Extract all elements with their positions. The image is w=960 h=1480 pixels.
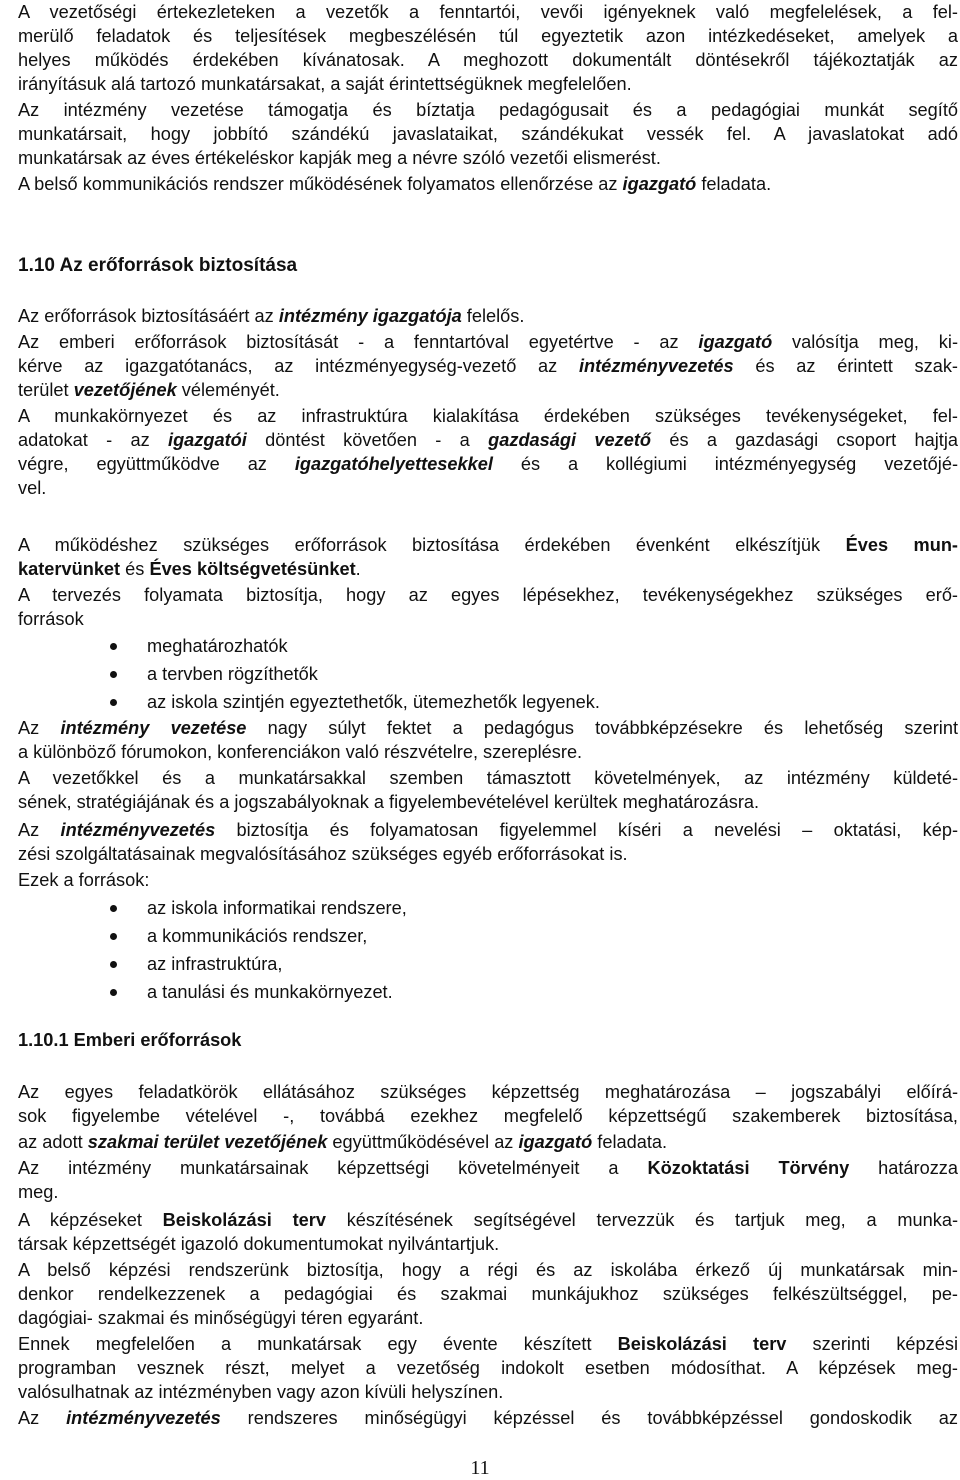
paragraph-16-line-3: dagógiai- szakmai és minőségügyi téren egyaránt. xyxy=(18,1308,424,1328)
paragraph-1-line-4: irányításuk alá tartozó munkatársakat, a saját érintettségüknek megfelelően. xyxy=(18,74,632,94)
paragraph-3: A belső kommunikációs rendszer működésének folyamatos ellenőrzése az igazgató feladata. xyxy=(18,174,772,194)
list-item: a tervben rögzíthetők xyxy=(0,662,960,686)
paragraph-17-line-3: valósulhatnak az intézményben vagy azon kívüli helyszínen. xyxy=(18,1382,504,1402)
paragraph-16-line-1: A belső képzési rendszerünk biztosítja, hogy a régi és az iskolába érkező új munkatársak min- xyxy=(18,1260,958,1280)
list-item: az iskola informatikai rendszere, xyxy=(0,896,960,920)
bullet-icon xyxy=(110,699,117,706)
bullet-icon xyxy=(110,989,117,996)
section-heading: 1.10 Az erőforrások biztosítása xyxy=(18,255,298,276)
paragraph-13-line-3: az adott szakmai terület vezetőjének együttműködésével az igazgató feladata. xyxy=(18,1132,668,1152)
bullet-icon xyxy=(110,643,117,650)
paragraph-8-line-2: források xyxy=(18,609,84,629)
paragraph-11-line-1: Az intézményvezetés biztosítja és folyamatosan figyelemmel kíséri a nevelési – oktatási, kép- xyxy=(18,820,959,840)
paragraph-6-line-1: A munkakörnyezet és az infrastruktúra kialakítása érdekében szükséges tevékenységeket, fel- xyxy=(18,406,958,426)
paragraph-18-line-1: Az intézményvezetés rendszeres minőségügyi képzéssel és továbbképzéssel gondoskodik az xyxy=(18,1408,959,1428)
paragraph-2-line-1: Az intézmény vezetése támogatja és bíztatja pedagógusait és a pedagógiai munkát segítő xyxy=(18,100,958,120)
bullet-icon xyxy=(110,905,117,912)
paragraph-6-line-2: adatokat - az igazgatói döntést követően - a gazdasági vezető és a gazdasági csoport hajtja xyxy=(18,430,958,450)
paragraph-2-line-3: munkatársak az éves értékeléskor kapják meg a névre szóló vezetői elismerést. xyxy=(18,148,661,168)
paragraph-11-line-2: zési szolgáltatásainak megvalósításához szükséges egyéb erőforrásokat is. xyxy=(18,844,628,864)
paragraph-16-line-2: denkor rendelkezzenek a pedagógiai és szakmai munkájukhoz szükséges felkészültséggel, pe- xyxy=(18,1284,958,1304)
paragraph-14-line-2: meg. xyxy=(18,1182,59,1202)
paragraph-9-line-2: a különböző fórumokon, konferenciákon való részvételre, szereplésre. xyxy=(18,742,583,762)
paragraph-15-line-2: társak képzettségét igazoló dokumentumokat nyilvántartjuk. xyxy=(18,1234,500,1254)
subsection-heading: 1.10.1 Emberi erőforrások xyxy=(18,1030,242,1050)
paragraph-13-line-2: sok figyelembe vételével -, továbbá ezekhez megfelelő képzettségű szakemberek biztosítása, xyxy=(18,1106,958,1126)
paragraph-7-line-2: katervünket és Éves költségvetésünket. xyxy=(18,559,361,579)
paragraph-15-line-1: A képzéseket Beiskolázási terv készítésének segítségével tervezzük és tartjuk meg, a munka- xyxy=(18,1210,958,1230)
bullet-icon xyxy=(110,961,117,968)
paragraph-5-line-2: kérve az igazgatótanács, az intézményegység-vezető az intézményvezetés és az érintett szak- xyxy=(18,356,958,376)
paragraph-12: Ezek a források: xyxy=(18,870,150,890)
paragraph-13-line-1: Az egyes feladatkörök ellátásához szükséges képzettség meghatározása – jogszabályi előírá- xyxy=(18,1082,958,1102)
page-number: 11 xyxy=(470,1457,490,1479)
list-item: a kommunikációs rendszer, xyxy=(0,924,960,948)
paragraph-10-line-2: sének, stratégiájának és a jogszabályoknak a figyelembevételével kerültek meghatározásra. xyxy=(18,792,760,812)
paragraph-17-line-2: programban vesznek részt, melyet a vezetőség indokolt esetben módosíthat. A képzések meg- xyxy=(18,1358,958,1378)
paragraph-14-line-1: Az intézmény munkatársainak képzettségi követelményeit a Közoktatási Törvény határozza xyxy=(18,1158,958,1178)
paragraph-1-line-2: merülő feladatok és teljesítések megbeszélésén túl egyeztetik azon intézkedéseket, amelyek a xyxy=(18,26,958,46)
paragraph-8-line-1: A tervezés folyamata biztosítja, hogy az egyes lépésekhez, tevékenységekhez szükséges erő- xyxy=(18,585,958,605)
list-item: az infrastruktúra, xyxy=(0,952,960,976)
paragraph-6-line-4: vel. xyxy=(18,478,47,498)
paragraph-5-line-3: terület vezetőjének véleményét. xyxy=(18,380,280,400)
bullet-icon xyxy=(110,933,117,940)
list-item: az iskola szintjén egyeztethetők, ütemezhetők legyenek. xyxy=(0,690,960,714)
paragraph-17-line-1: Ennek megfelelően a munkatársak egy évente készített Beiskolázási terv szerinti képzési xyxy=(18,1334,958,1354)
bullet-icon xyxy=(110,671,117,678)
paragraph-9-line-1: Az intézmény vezetése nagy súlyt fektet a pedagógus továbbképzésekre és lehetőség szerint xyxy=(18,718,958,738)
paragraph-5-line-1: Az emberi erőforrások biztosítását - a fenntartóval egyetértve - az igazgató valósítja meg, ki- xyxy=(18,332,958,352)
paragraph-6-line-3: végre, együttműködve az igazgatóhelyettesekkel és a kollégiumi intézményegység vezetőjé- xyxy=(18,454,958,474)
paragraph-4: Az erőforrások biztosításáért az intézmény igazgatója felelős. xyxy=(18,306,525,326)
paragraph-10-line-1: A vezetőkkel és a munkatársakkal szemben támasztott követelmények, az intézmény küldeté- xyxy=(18,768,958,788)
paragraph-2-line-2: munkatársait, hogy jobbító szándékú javaslataikat, szándékukat vessék fel. A javaslatokat adó xyxy=(18,124,958,144)
list-item: a tanulási és munkakörnyezet. xyxy=(0,980,960,1004)
paragraph-1-line-1: A vezetőségi értekezleteken a vezetők a fenntartói, vevői igényeknek való megfelelések, a fel- xyxy=(18,2,958,22)
paragraph-1-line-3: helyes működés érdekében kívánatosak. A meghozott dokumentált döntésekről tájékoztatják az xyxy=(18,50,958,70)
list-item: meghatározhatók xyxy=(0,634,960,658)
paragraph-7-line-1: A működéshez szükséges erőforrások biztosítása érdekében évenként elkészítjük Éves mun- xyxy=(18,535,958,555)
